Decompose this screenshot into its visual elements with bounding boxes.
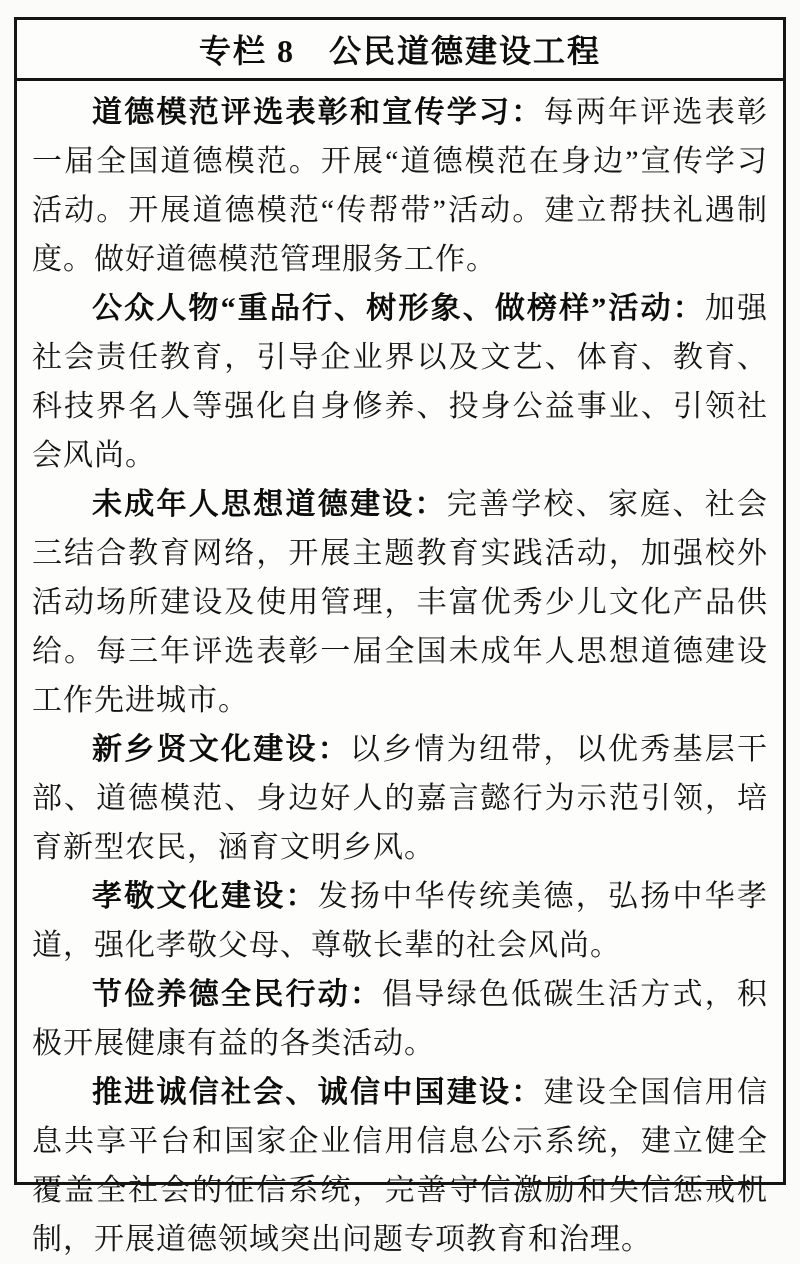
paragraph: [32, 284, 768, 480]
paragraph-text: 完善学校、家庭、社会三结合教育网络，开展主题教育实践活动，加强校外活动场所建设及使用管理，丰富优秀少儿文化产品供给。每三年评选表彰一届全国未成年人思想道德建设工作先进城市。: [32, 488, 768, 717]
column-box-title: 专栏 8 公民道德建设工程: [198, 33, 601, 69]
paragraph-text: 加强社会责任教育，引导企业界以及文艺、体育、教育、科技界名人等强化自身修养、投身公益事业、引领社会风尚。: [32, 292, 769, 472]
paragraph-lead: 道德模范评选表彰和宣传学习：: [92, 96, 544, 129]
paragraph-text: 发扬中华传统美德，弘扬中华孝道，强化孝敬父母、尊敬长辈的社会风尚。: [32, 880, 768, 962]
paragraph: [32, 970, 768, 1068]
paragraph: [32, 1068, 768, 1264]
paragraph-lead: 推进诚信社会、诚信中国建设：: [92, 1076, 544, 1109]
paragraph-lead: 公众人物“重品行、树形象、做榜样”活动：: [92, 292, 705, 325]
column-box: [14, 17, 786, 1256]
column-box-header: [17, 20, 783, 81]
paragraph-text: 建设全国信用信息共享平台和国家企业信用信息公示系统，建立健全覆盖全社会的征信系统，完善守信激励和失信惩戒机制，开展道德领域突出问题专项教育和治理。: [32, 1076, 768, 1256]
paragraph: [32, 725, 768, 872]
column-box-body: [17, 81, 783, 1264]
paragraph-text: 以乡情为纽带，以优秀基层干部、道德模范、身边好人的嘉言懿行为示范引领，培育新型农民，涵育文明乡风。: [32, 733, 768, 864]
paragraph: [32, 480, 768, 725]
paragraph-text: 每两年评选表彰一届全国道德模范。开展“道德模范在身边”宣传学习活动。开展道德模范“传帮带”活动。建立帮扶礼遇制度。做好道德模范管理服务工作。: [32, 96, 768, 276]
paragraph: [32, 872, 768, 970]
paragraph: [32, 88, 768, 284]
paragraph-lead: 节俭养德全民行动：: [92, 978, 383, 1011]
paragraph-lead: 新乡贤文化建设：: [92, 733, 350, 766]
paragraph-text: 倡导绿色低碳生活方式，积极开展健康有益的各类活动。: [32, 978, 768, 1060]
paragraph-lead: 孝敬文化建设：: [92, 880, 318, 913]
paragraph-lead: 未成年人思想道德建设：: [92, 488, 447, 521]
